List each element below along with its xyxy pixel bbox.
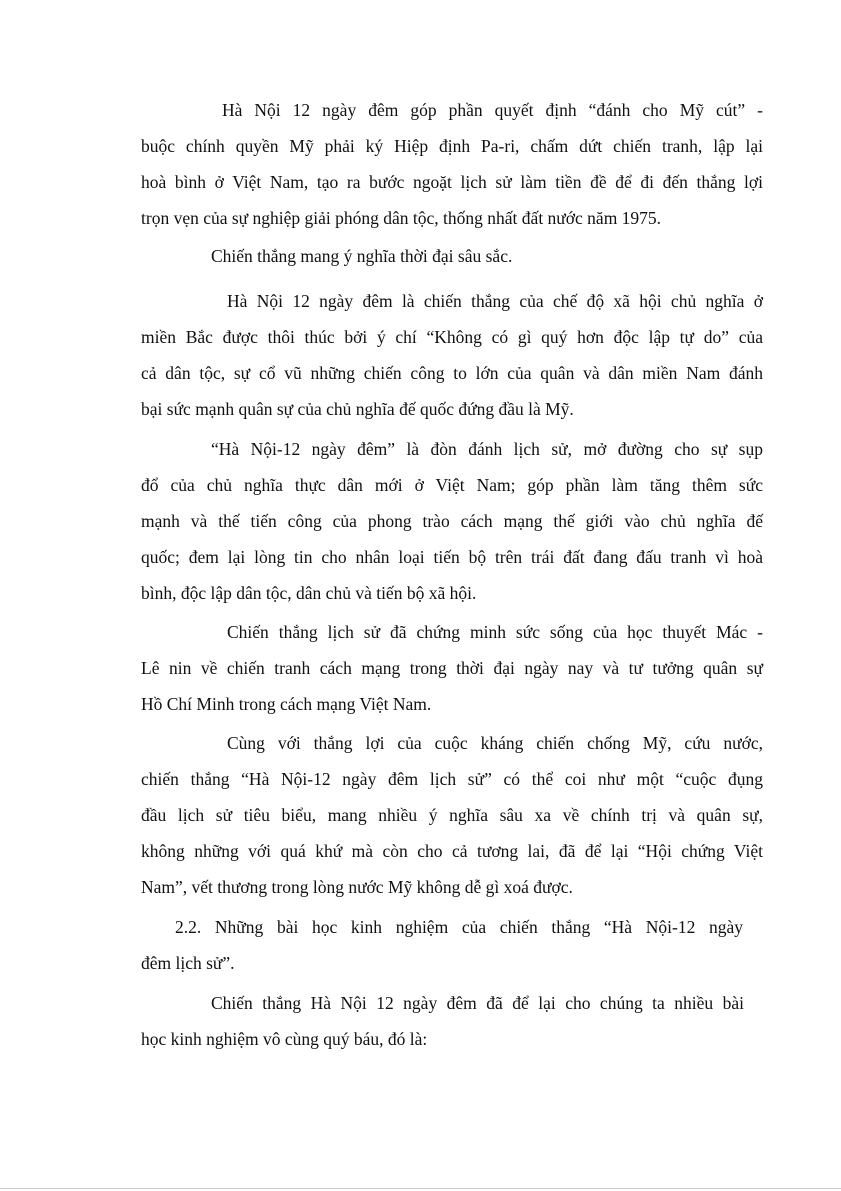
paragraph-6-line-1: Cùng với thắng lợi của cuộc kháng chiến chống Mỹ, cứu nước,	[227, 733, 763, 753]
paragraph-4-line-5: bình, độc lập dân tộc, dân chủ và tiến bộ xã hội.	[141, 583, 477, 603]
paragraph-5-line-1: Chiến thắng lịch sử đã chứng minh sức sống của học thuyết Mác -	[227, 622, 763, 642]
paragraph-2-line-1: Chiến thắng mang ý nghĩa thời đại sâu sắc.	[211, 246, 513, 266]
paragraph-6-line-3: đầu lịch sử tiêu biểu, mang nhiều ý nghĩa sâu xa về chính trị và quân sự,	[141, 805, 763, 825]
paragraph-1-line-4: trọn vẹn của sự nghiệp giải phóng dân tộc, thống nhất đất nước năm 1975.	[141, 208, 662, 228]
paragraph-3-line-1: Hà Nội 12 ngày đêm là chiến thắng của chế độ xã hội chủ nghĩa ở	[227, 291, 763, 311]
paragraph-1-line-1: Hà Nội 12 ngày đêm góp phần quyết định “đánh cho Mỹ cút” -	[222, 100, 763, 120]
paragraph-3-line-3: cả dân tộc, sự cổ vũ những chiến công to lớn của quân và dân miền Nam đánh	[141, 363, 763, 383]
paragraph-4-line-2: đổ của chủ nghĩa thực dân mới ở Việt Nam; góp phần làm tăng thêm sức	[141, 475, 763, 495]
page-bottom-edge	[0, 1188, 841, 1189]
paragraph-1-line-3: hoà bình ở Việt Nam, tạo ra bước ngoặt lịch sử làm tiền đề để đi đến thắng lợi	[141, 172, 763, 192]
paragraph-6-line-2: chiến thắng “Hà Nội-12 ngày đêm lịch sử” có thể coi như một “cuộc đụng	[141, 769, 763, 789]
paragraph-4-line-1: “Hà Nội-12 ngày đêm” là đòn đánh lịch sử, mở đường cho sự sụp	[211, 439, 763, 459]
paragraph-6-line-4: không những với quá khứ mà còn cho cả tương lai, đã để lại “Hội chứng Việt	[141, 841, 763, 861]
paragraph-3-line-4: bại sức mạnh quân sự của chủ nghĩa đế quốc đứng đầu là Mỹ.	[141, 399, 574, 419]
paragraph-4-line-4: quốc; đem lại lòng tin cho nhân loại tiến bộ trên trái đất đang đấu tranh vì hoà	[141, 547, 763, 567]
paragraph-5-line-2: Lê nin về chiến tranh cách mạng trong thời đại ngày nay và tư tưởng quân sự	[141, 658, 763, 678]
paragraph-3-line-2: miền Bắc được thôi thúc bởi ý chí “Không có gì quý hơn độc lập tự do” của	[141, 327, 763, 347]
paragraph-8-line-2: học kinh nghiệm vô cùng quý báu, đó là:	[141, 1029, 428, 1049]
section-heading-line-1: 2.2. Những bài học kinh nghiệm của chiến thắng “Hà Nội-12 ngày	[175, 917, 743, 937]
paragraph-6-line-5: Nam”, vết thương trong lòng nước Mỹ không dễ gì xoá được.	[141, 877, 573, 897]
section-heading-line-2: đêm lịch sử”.	[141, 953, 235, 973]
paragraph-5-line-3: Hồ Chí Minh trong cách mạng Việt Nam.	[141, 694, 432, 714]
paragraph-8-line-1: Chiến thắng Hà Nội 12 ngày đêm đã để lại cho chúng ta nhiều bài	[211, 993, 744, 1013]
paragraph-4-line-3: mạnh và thế tiến công của phong trào cách mạng thế giới vào chủ nghĩa đế	[141, 511, 763, 531]
paragraph-1-line-2: buộc chính quyền Mỹ phải ký Hiệp định Pa-ri, chấm dứt chiến tranh, lập lại	[141, 136, 763, 156]
